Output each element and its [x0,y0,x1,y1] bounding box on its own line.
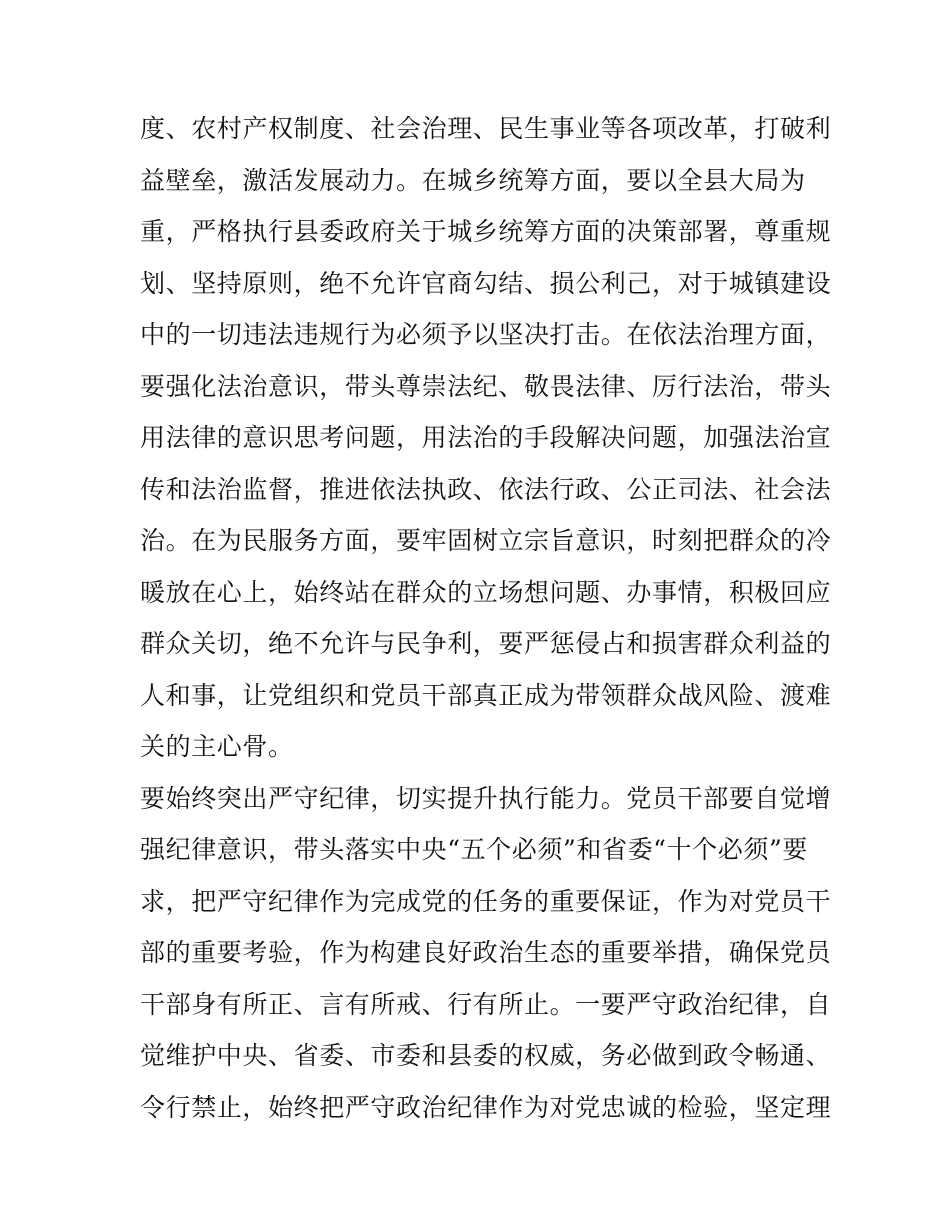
text-line: 令行禁止，始终把严守政治纪律作为对党忠诚的检验，坚定理 [140,1092,832,1122]
text-line: 关的主心骨。 [140,732,294,761]
text-line: 群众关切，绝不允许与民争利，要严惩侵占和损害群众利益的 [140,629,832,658]
text-line: 暖放在心上，始终站在群众的立场想问题、办事情，积极回应 [140,577,832,607]
text-line: 部的重要考验，作为构建良好政治生态的重要举措，确保党员 [140,938,832,967]
text-line: 强纪律意识，带头落实中央“五个必须”和省委“十个必须”要 [140,835,808,864]
text-line: 治。在为民服务方面，要牢固树立宗旨意识，时刻把群众的冷 [140,526,832,555]
text-line: 中的一切违法违规行为必须予以坚决打击。在依法治理方面， [140,320,832,349]
text-line: 划、坚持原则，绝不允许官商勾结、损公利己，对于城镇建设 [140,268,832,298]
text-line: 传和法治监督，推进依法执政、依法行政、公正司法、社会法 [140,474,832,504]
text-line: 度、农村产权制度、社会治理、民生事业等各项改革，打破利 [140,114,832,143]
text-line: 人和事，让党组织和党员干部真正成为带领群众战风险、渡难 [140,680,832,710]
text-line: 觉维护中央、省委、市委和县委的权威，务必做到政令畅通、 [140,1041,832,1070]
text-line: 要强化法治意识，带头尊崇法纪、敬畏法律、厉行法治，带头 [140,371,832,401]
text-line: 重，严格执行县委政府关于城乡统筹方面的决策部署，尊重规 [140,217,832,246]
text-line: 用法律的意识思考问题，用法治的手段解决问题，加强法治宣 [140,423,832,452]
text-line: 求，把严守纪律作为完成党的任务的重要保证，作为对党员干 [140,886,832,916]
text-line: 益壁垒，激活发展动力。在城乡统筹方面，要以全县大局为 [140,165,806,195]
body-text [140,103,832,1133]
text-line: 干部身有所正、言有所戒、行有所止。一要严守政治纪律，自 [140,989,832,1019]
text-line: 要始终突出严守纪律，切实提升执行能力。党员干部要自觉增 [140,783,832,813]
